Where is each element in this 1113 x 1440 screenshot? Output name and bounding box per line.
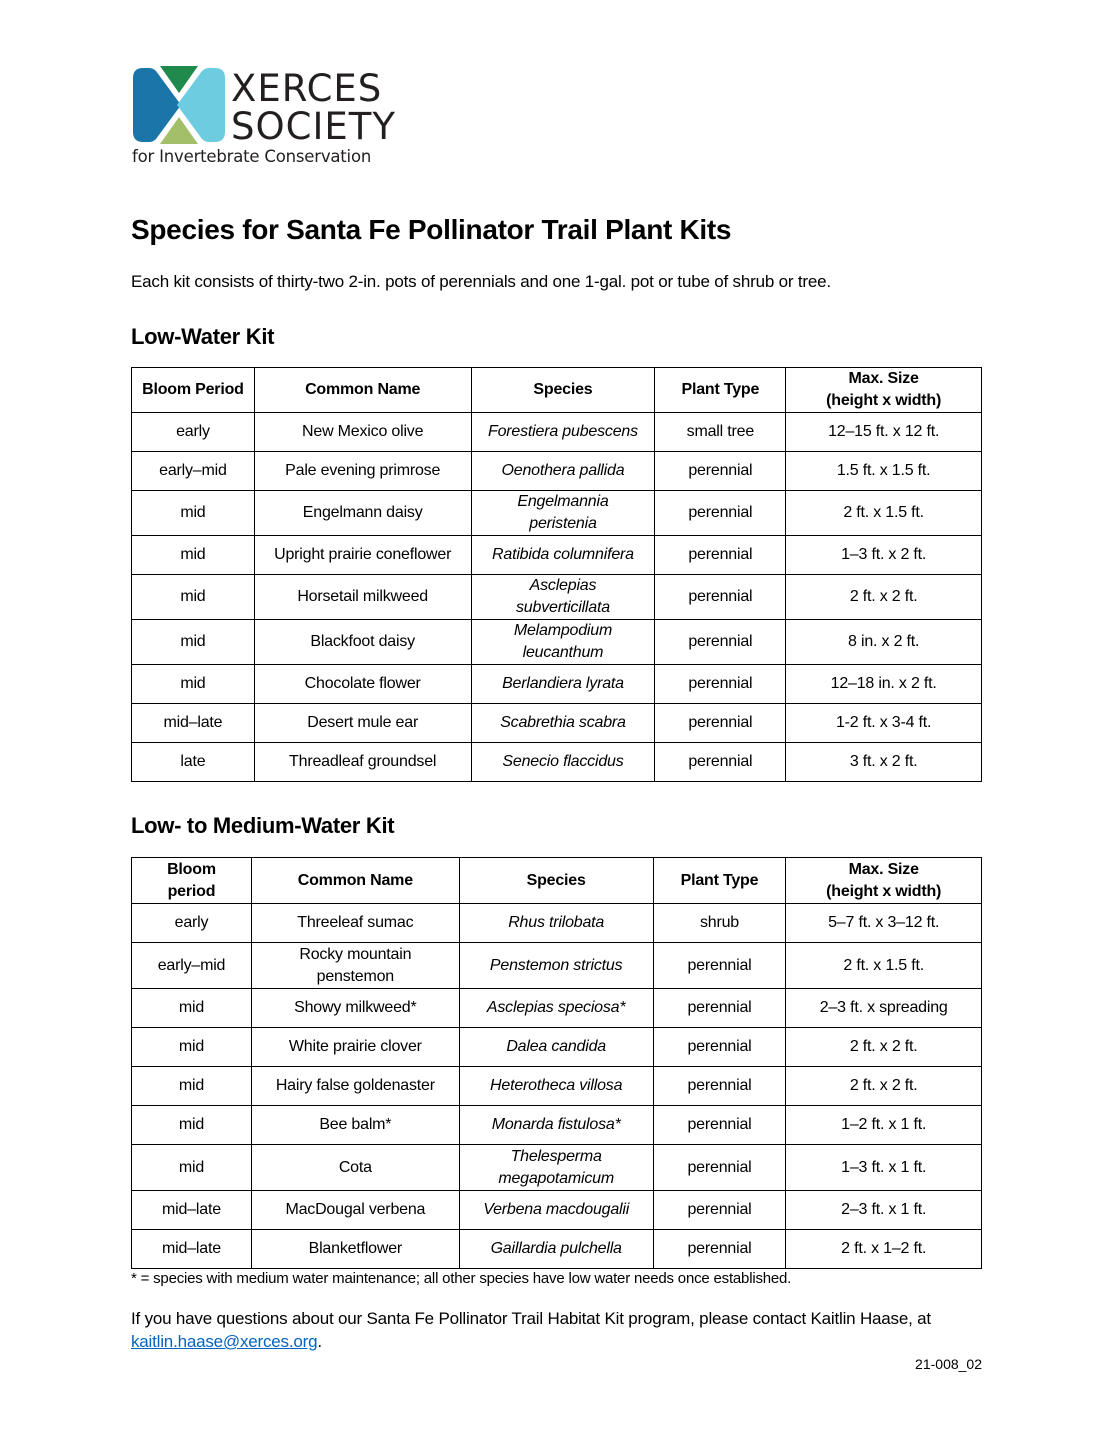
- col-common-name: Common Name: [254, 368, 471, 413]
- table-row: early–mid Pale evening primrose Oenothera pallida perennial 1.5 ft. x 1.5 ft.: [132, 452, 982, 491]
- table-row: mid Hairy false goldenaster Heterotheca villosa perennial 2 ft. x 2 ft.: [132, 1067, 982, 1106]
- logo-tagline: for Invertebrate Conservation: [132, 147, 372, 166]
- col-max-size: Max. Size (height x width): [786, 368, 982, 413]
- logo-word-xerces: XERCES: [231, 67, 383, 110]
- logo-word-society: SOCIETY: [231, 105, 396, 148]
- low-medium-water-kit-heading: Low- to Medium-Water Kit: [131, 813, 395, 838]
- table-row: mid White prairie clover Dalea candida perennial 2 ft. x 2 ft.: [132, 1028, 982, 1067]
- table-header-row: [132, 368, 982, 413]
- low-water-kit-heading: Low-Water Kit: [131, 324, 275, 349]
- intro-text: Each kit consists of thirty-two 2-in. pots of perennials and one 1-gal. pot or tube of shrub or tree.: [131, 272, 831, 291]
- col-species: Species: [471, 368, 655, 413]
- table-row: mid Horsetail milkweed Asclepias subverticillata perennial 2 ft. x 2 ft.: [132, 575, 982, 620]
- col-bloom-period: Bloom Period: [132, 368, 255, 413]
- table-row: late Threadleaf groundsel Senecio flaccidus perennial 3 ft. x 2 ft.: [132, 743, 982, 782]
- contact-email-link[interactable]: kaitlin.haase@xerces.org: [131, 1332, 318, 1351]
- page-title: Species for Santa Fe Pollinator Trail Plant Kits: [131, 214, 732, 245]
- table-row: mid Upright prairie coneflower Ratibida columnifera perennial 1–3 ft. x 2 ft.: [132, 536, 982, 575]
- contact-text: If you have questions about our Santa Fe Pollinator Trail Habitat Kit program, please contact Kaitlin Haase, at: [131, 1309, 931, 1328]
- xerces-society-logo: [131, 66, 401, 166]
- footnote: * = species with medium water maintenance; all other species have low water needs once established.: [131, 1270, 792, 1287]
- col-bloom-period: Bloom period: [132, 858, 252, 904]
- col-plant-type: Plant Type: [655, 368, 786, 413]
- table-row: early Threeleaf sumac Rhus trilobata shrub 5–7 ft. x 3–12 ft.: [132, 904, 982, 943]
- col-plant-type: Plant Type: [653, 858, 786, 904]
- table-row: mid Engelmann daisy Engelmannia peristenia perennial 2 ft. x 1.5 ft.: [132, 491, 982, 536]
- table-row: mid Showy milkweed* Asclepias speciosa* perennial 2–3 ft. x spreading: [132, 989, 982, 1028]
- table-row: mid Bee balm* Monarda fistulosa* perennial 1–2 ft. x 1 ft.: [132, 1106, 982, 1145]
- table-row: mid Cota Thelesperma megapotamicum perennial 1–3 ft. x 1 ft.: [132, 1145, 982, 1191]
- table-row: early–mid Rocky mountain penstemon Penstemon strictus perennial 2 ft. x 1.5 ft.: [132, 943, 982, 989]
- contact-paragraph: If you have questions about our Santa Fe Pollinator Trail Habitat Kit program, please contact Kaitlin Haase, at kaitlin.haase@xerces.org.: [131, 1309, 931, 1351]
- table-row: early New Mexico olive Forestiera pubescens small tree 12–15 ft. x 12 ft.: [132, 413, 982, 452]
- col-species: Species: [459, 858, 653, 904]
- col-common-name: Common Name: [251, 858, 459, 904]
- table-row: mid Blackfoot daisy Melampodium leucanthum perennial 8 in. x 2 ft.: [132, 620, 982, 665]
- low-water-kit-table: [131, 367, 982, 782]
- table-header-row: [132, 858, 982, 904]
- document-id: 21-008_02: [915, 1356, 982, 1372]
- xerces-x-logo-icon: [131, 66, 227, 144]
- col-max-size: Max. Size (height x width): [786, 858, 982, 904]
- table-row: mid–late Blanketflower Gaillardia pulchella perennial 2 ft. x 1–2 ft.: [132, 1230, 982, 1269]
- low-medium-water-kit-table: [131, 857, 982, 1269]
- table-row: mid–late MacDougal verbena Verbena macdougalii perennial 2–3 ft. x 1 ft.: [132, 1191, 982, 1230]
- table-row: mid–late Desert mule ear Scabrethia scabra perennial 1-2 ft. x 3-4 ft.: [132, 704, 982, 743]
- table-row: mid Chocolate flower Berlandiera lyrata perennial 12–18 in. x 2 ft.: [132, 665, 982, 704]
